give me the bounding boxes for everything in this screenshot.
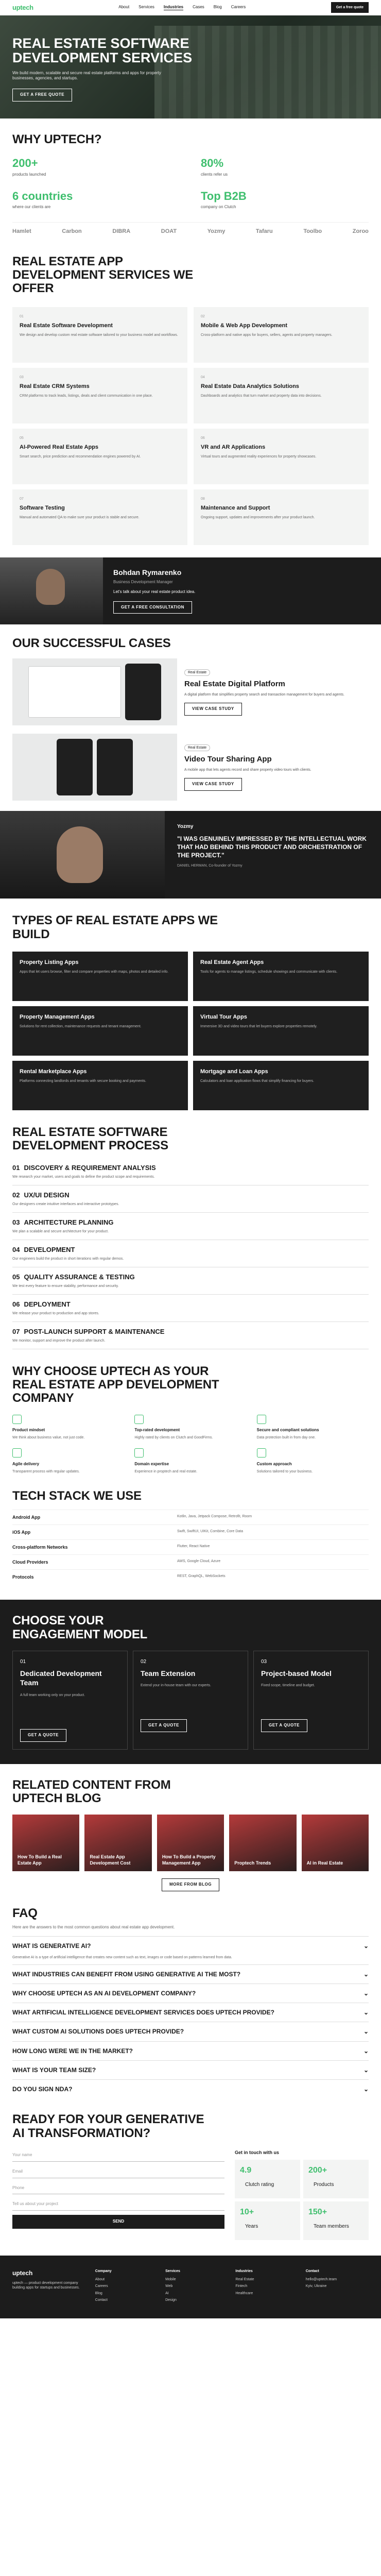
process-step-label: DISCOVERY & REQUIREMENT ANALYSIS <box>24 1163 156 1172</box>
services-section <box>0 241 381 545</box>
process-step-label: UX/UI DESIGN <box>24 1191 70 1199</box>
stack-row <box>12 1569 369 1584</box>
testimonial-author: DANIEL HERMAN, Co-founder of Yozmy <box>177 864 243 868</box>
footer-link[interactable]: About <box>95 2277 105 2281</box>
service-desc: CRM platforms to track leads, listings, deals and client communication in one place. <box>20 394 153 398</box>
app-type-card <box>193 1006 369 1056</box>
faq-answer: Generative AI is a type of artificial intelligence that creates new content such as text, images or code based on patterns learned from data. <box>12 1956 232 1960</box>
stack-items: REST, GraphQL, WebSockets <box>177 1574 226 1579</box>
cases-section <box>0 637 381 801</box>
process-step-number: 05 <box>12 1273 20 1281</box>
stat-item <box>201 189 369 211</box>
header-quote-button[interactable]: Get a free quote <box>331 2 369 13</box>
app-type-card <box>12 1006 188 1056</box>
submit-button[interactable]: SEND <box>12 2215 224 2229</box>
client-logo: Carbon <box>62 228 82 234</box>
app-type-card <box>12 1061 188 1110</box>
case-image <box>12 734 177 801</box>
service-card[interactable] <box>12 307 187 363</box>
process-step-label: DEPLOYMENT <box>24 1300 71 1308</box>
process-title: REAL ESTATE SOFTWARE DEVELOPMENT PROCESS <box>12 1125 168 1153</box>
engagement-card <box>253 1651 369 1750</box>
process-step-desc: Our designers create intuitive interfaces and interactive prototypes. <box>12 1202 119 1207</box>
service-desc: Dashboards and analytics that turn market and property data into decisions. <box>201 394 322 398</box>
service-desc: Smart search, price prediction and recommendation engines powered by AI. <box>20 455 141 459</box>
stack-row <box>12 1554 369 1569</box>
contact-stat <box>303 2160 369 2198</box>
faq-question-text: WHAT CUSTOM AI SOLUTIONS DOES UPTECH PROVIDE? <box>12 2028 184 2036</box>
footer-about: uptech — product development company building apps for startups and businesses. <box>12 2281 80 2290</box>
footer-link[interactable]: Contact <box>95 2298 108 2302</box>
case-screen <box>125 664 161 720</box>
stack-category: Cloud Providers <box>12 1559 48 1565</box>
stat-item <box>201 156 369 178</box>
faq-question[interactable] <box>12 2060 369 2079</box>
case-info <box>184 669 369 716</box>
service-number: 06 <box>201 436 205 440</box>
process-step-title <box>12 1191 369 1200</box>
case-item <box>12 734 369 801</box>
nav-link-blog[interactable]: Blog <box>213 4 222 9</box>
service-title: Maintenance and Support <box>201 505 270 512</box>
stack-items: Flutter, React Native <box>177 1544 210 1548</box>
contact-stat-value: 4.9 <box>240 2166 252 2175</box>
process-step-title <box>12 1273 369 1282</box>
case-study-button[interactable]: VIEW CASE STUDY <box>184 703 242 716</box>
contact-title: READY FOR YOUR GENERATIVE AI TRANSFORMATION? <box>12 2112 204 2140</box>
footer-link[interactable]: Kyiv, Ukraine <box>305 2284 327 2289</box>
app-type-title: Property Listing Apps <box>20 959 79 965</box>
stack-title: TECH STACK WE USE <box>12 1489 142 1503</box>
faq-question-text: WHAT IS YOUR TEAM SIZE? <box>12 2066 96 2074</box>
stat-value: Top B2B <box>201 189 247 202</box>
nav-link-industries[interactable]: Industries <box>164 5 183 11</box>
stat-label: company on Clutch <box>201 205 236 210</box>
reason-icon <box>134 1415 144 1424</box>
faq-section <box>0 1891 381 2098</box>
stack-category: Protocols <box>12 1574 34 1580</box>
contact-section <box>0 2098 381 2256</box>
case-desc: A digital platform that simplifies property search and transaction management for buyers and agents. <box>184 693 344 697</box>
service-number: 05 <box>20 436 24 440</box>
reason-item <box>134 1448 246 1474</box>
contact-stat-value: 150+ <box>308 2208 327 2217</box>
case-tag: Real Estate <box>184 669 210 676</box>
stack-items: Swift, SwiftUI, UIKit, Combine, Core Data <box>177 1529 243 1533</box>
contact-stat <box>235 2160 300 2198</box>
contact-stat-label: Years <box>240 2218 295 2235</box>
types-title: TYPES OF REAL ESTATE APPS WE BUILD <box>12 913 218 941</box>
case-screen <box>57 739 93 795</box>
hero-text: We build modern, scalable and secure real estate platforms and apps for property businesses, agencies, and startups. <box>12 70 161 81</box>
process-step-desc: We release your product to production and app stores. <box>12 1312 99 1316</box>
faq-question-text: DO YOU SIGN NDA? <box>12 2086 73 2093</box>
contact-side-title: Get in touch with us <box>235 2150 279 2156</box>
manager-name: Bohdan Rymarenko <box>113 568 182 577</box>
service-title: Real Estate Software Development <box>20 323 113 329</box>
stack-row <box>12 1510 369 1524</box>
stack-row <box>12 1539 369 1554</box>
engagement-section <box>0 1600 381 1764</box>
app-type-title: Property Management Apps <box>20 1013 95 1020</box>
reason-desc: Solutions tailored to your business. <box>256 1469 313 1473</box>
process-step <box>12 1213 369 1240</box>
engagement-quote-button[interactable]: GET A QUOTE <box>141 1719 187 1732</box>
nav-link-services[interactable]: Services <box>138 4 154 9</box>
service-number: 03 <box>20 375 24 379</box>
process-step-number: 04 <box>12 1245 20 1253</box>
faq-question-text: WHAT INDUSTRIES CAN BENEFIT FROM USING GENERATIVE AI THE MOST? <box>12 1970 241 1978</box>
hero-cta-button[interactable]: GET A FREE QUOTE <box>12 89 72 101</box>
types-section <box>0 899 381 1110</box>
stack-items: Kotlin, Java, Jetpack Compose, Retrofit, Room <box>177 1514 252 1518</box>
footer <box>0 2256 381 2318</box>
chevron-down-icon: ⌄ <box>363 2066 369 2074</box>
chevron-down-icon: ⌄ <box>363 1990 369 1997</box>
stat-item <box>12 156 180 178</box>
faq-question[interactable] <box>12 1964 369 1984</box>
service-desc: Virtual tours and augmented reality experiences for property showcases. <box>201 455 317 459</box>
app-type-card <box>193 1061 369 1110</box>
process-step-title <box>12 1218 369 1227</box>
contact-stat-label: Products <box>308 2176 363 2194</box>
engagement-desc: Fixed scope, timeline and budget. <box>261 1684 315 1688</box>
app-type-desc: Apps that let users browse, filter and compare properties with maps, photos and detailed info. <box>20 970 169 974</box>
chevron-down-icon: ⌄ <box>363 1970 369 1978</box>
client-logo: Zoroo <box>352 228 369 234</box>
service-number: 07 <box>20 497 24 501</box>
service-title: Mobile & Web App Development <box>201 323 288 329</box>
why-title: WHY UPTECH? <box>12 132 102 146</box>
client-logo: Yozmy <box>207 228 226 234</box>
case-item <box>12 658 369 725</box>
app-type-desc: Platforms connecting landlords and tenants with secure booking and payments. <box>20 1079 146 1083</box>
blog-title: RELATED CONTENT FROM UPTECH BLOG <box>12 1777 171 1805</box>
stack-category: Android App <box>12 1514 41 1520</box>
case-desc: A mobile app that lets agents record and share property video tours with clients. <box>184 768 311 772</box>
footer-link[interactable]: AI <box>165 2291 169 2295</box>
blog-post-card[interactable]: Real Estate App Development Cost <box>84 1815 151 1871</box>
footer-link[interactable]: Mobile <box>165 2277 176 2281</box>
contact-stat-label: Team members <box>308 2218 363 2235</box>
reason-title: Product mindset <box>12 1428 45 1433</box>
case-tag: Real Estate <box>184 744 210 751</box>
stat-value: 6 countries <box>12 189 73 202</box>
service-number: 01 <box>20 314 24 318</box>
process-step-label: QUALITY ASSURANCE & TESTING <box>24 1273 135 1281</box>
app-type-title: Real Estate Agent Apps <box>200 959 264 965</box>
form-field[interactable]: Your name <box>12 2149 224 2162</box>
testimonial-brand: Yozmy <box>177 824 194 830</box>
reason-icon <box>12 1448 22 1458</box>
process-step-number: 02 <box>12 1191 20 1199</box>
app-type-desc: Immersive 3D and video tours that let buyers explore properties remotely. <box>200 1024 318 1028</box>
case-info <box>184 744 369 791</box>
case-study-button[interactable]: VIEW CASE STUDY <box>184 778 242 791</box>
blog-section <box>0 1764 381 1892</box>
faq-intro: Here are the answers to the most common questions about real estate app development. <box>12 1924 175 1929</box>
service-title: Real Estate CRM Systems <box>20 383 90 390</box>
tech-stack-section <box>0 1474 381 1600</box>
main-nav <box>118 5 246 11</box>
hero-title: REAL ESTATE SOFTWARE DEVELOPMENT SERVICES <box>12 36 193 66</box>
engagement-quote-button[interactable]: GET A QUOTE <box>20 1729 66 1742</box>
services-title: REAL ESTATE APP DEVELOPMENT SERVICES WE OFFER <box>12 254 194 296</box>
service-card[interactable] <box>194 368 369 423</box>
choose-section <box>0 1349 381 1475</box>
process-step <box>12 1240 369 1267</box>
reason-title: Domain expertise <box>134 1461 169 1466</box>
footer-link[interactable]: hello@uptech.team <box>305 2277 337 2281</box>
footer-link[interactable]: Design <box>165 2298 177 2302</box>
engagement-title: Dedicated Development Team <box>20 1669 102 1687</box>
testimonial <box>0 811 381 899</box>
reason-item <box>257 1448 369 1474</box>
cta-text: Let's talk about your real estate product idea. <box>113 589 196 594</box>
footer-heading: Company <box>95 2269 112 2274</box>
engagement-quote-button[interactable]: GET A QUOTE <box>261 1719 307 1732</box>
service-card[interactable] <box>194 307 369 363</box>
hero-section <box>0 15 381 118</box>
consultation-banner <box>0 557 381 624</box>
process-step-title <box>12 1327 369 1336</box>
blog-post-card[interactable]: How To Build a Property Management App <box>157 1815 224 1871</box>
stack-row <box>12 1524 369 1539</box>
footer-link[interactable]: Real Estate <box>235 2277 254 2281</box>
footer-heading: Industries <box>235 2269 253 2274</box>
contact-stat-label: Clutch rating <box>240 2176 295 2194</box>
process-step-desc: We research your market, users and goals to define the product scope and requirements. <box>12 1175 155 1179</box>
process-step-label: DEVELOPMENT <box>24 1245 75 1253</box>
service-card[interactable] <box>12 368 187 423</box>
app-type-card <box>193 952 369 1001</box>
service-card[interactable] <box>194 429 369 484</box>
client-logo: DIBRA <box>112 228 131 234</box>
faq-question-text: WHAT IS GENERATIVE AI? <box>12 1942 91 1950</box>
stack-category: Cross-platform Networks <box>12 1544 68 1550</box>
contact-stat-value: 200+ <box>308 2166 327 2175</box>
stat-value: 200+ <box>12 157 38 170</box>
reason-item <box>12 1448 124 1474</box>
service-number: 04 <box>201 375 205 379</box>
app-type-title: Virtual Tour Apps <box>200 1013 247 1020</box>
service-desc: We design and develop custom real estate software tailored to your business model and workflows. <box>20 333 178 337</box>
engagement-title: Team Extension <box>141 1669 196 1677</box>
app-type-desc: Solutions for rent collection, maintenance requests and tenant management. <box>20 1024 142 1028</box>
engagement-title: Project-based Model <box>261 1669 332 1677</box>
footer-link[interactable]: Fintech <box>235 2284 248 2289</box>
faq-question-text: WHAT ARTIFICIAL INTELLIGENCE DEVELOPMENT SERVICES DOES UPTECH PROVIDE? <box>12 2009 274 2016</box>
faq-question[interactable] <box>12 1984 369 2003</box>
engagement-number: 01 <box>20 1659 26 1665</box>
reason-desc: Data protection built in from day one. <box>256 1436 316 1440</box>
service-card[interactable] <box>194 489 369 545</box>
app-type-card <box>12 952 188 1001</box>
chevron-down-icon: ⌄ <box>363 1942 369 1950</box>
reason-desc: Transparent process with regular updates. <box>12 1469 80 1473</box>
service-desc: Ongoing support, updates and improvements after your product launch. <box>201 516 315 520</box>
service-title: VR and AR Applications <box>201 444 266 451</box>
faq-question[interactable] <box>12 2079 369 2098</box>
process-step-label: ARCHITECTURE PLANNING <box>24 1218 114 1226</box>
stat-label: products launched <box>12 172 46 177</box>
chevron-down-icon: ⌄ <box>363 2028 369 2036</box>
engagement-desc: A full team working only on your product. <box>20 1693 85 1698</box>
reason-icon <box>134 1448 144 1458</box>
blog-post-card[interactable]: Proptech Trends <box>229 1815 296 1871</box>
footer-heading: Contact <box>305 2269 319 2274</box>
service-number: 02 <box>201 314 205 318</box>
client-logo: Toolbo <box>303 228 322 234</box>
process-step <box>12 1158 369 1185</box>
process-step-label: POST-LAUNCH SUPPORT & MAINTENANCE <box>24 1327 165 1335</box>
footer-heading: Services <box>165 2269 180 2274</box>
process-step <box>12 1267 369 1295</box>
faq-question[interactable] <box>12 2022 369 2041</box>
chevron-down-icon: ⌄ <box>363 2047 369 2055</box>
blog-post-card[interactable]: AI in Real Estate <box>302 1815 369 1871</box>
reason-desc: Experience in proptech and real estate. <box>134 1469 198 1473</box>
footer-column <box>235 2269 298 2304</box>
reason-title: Agile delivery <box>12 1461 40 1466</box>
footer-column <box>95 2269 158 2304</box>
stack-category: iOS App <box>12 1529 31 1535</box>
blog-post-card[interactable]: How To Build a Real Estate App <box>12 1815 79 1871</box>
choose-title: WHY CHOOSE UPTECH AS YOUR REAL ESTATE APP DEVELOPMENT COMPANY <box>12 1364 219 1405</box>
chevron-down-icon: ⌄ <box>363 2009 369 2016</box>
contact-stat-value: 10+ <box>240 2208 254 2217</box>
process-step-title <box>12 1163 369 1173</box>
contact-stat <box>235 2201 300 2240</box>
service-title: AI-Powered Real Estate Apps <box>20 444 99 451</box>
process-step-desc: We plan a scalable and secure architecture for your product. <box>12 1230 109 1234</box>
reason-item <box>12 1415 124 1440</box>
service-desc: Cross-platform and native apps for buyers, sellers, agents and property managers. <box>201 333 333 337</box>
reason-icon <box>257 1448 266 1458</box>
manager-role: Business Development Manager <box>113 580 173 585</box>
engagement-number: 03 <box>261 1659 267 1665</box>
footer-link[interactable]: Web <box>165 2284 173 2289</box>
reason-item <box>134 1415 246 1440</box>
service-desc: Manual and automated QA to make sure your product is stable and secure. <box>20 516 140 520</box>
reason-desc: We think about business value, not just code. <box>12 1436 85 1440</box>
clients-strip <box>12 222 369 241</box>
consultation-button[interactable]: GET A FREE CONSULTATION <box>113 601 192 614</box>
testimonial-quote: "I WAS GENUINELY IMPRESSED BY THE INTELLECTUAL WORK THAT HAD BEHIND THIS PRODUCT AND ORCHESTRATION OF THE PROJECT." <box>177 835 367 859</box>
client-logo: DOAT <box>161 228 177 234</box>
footer-link[interactable]: Healthcare <box>235 2291 253 2295</box>
process-step-number: 01 <box>12 1163 20 1172</box>
form-field[interactable]: Email <box>12 2166 224 2178</box>
service-card[interactable] <box>12 429 187 484</box>
cases-title: OUR SUCCESSFUL CASES <box>12 636 171 650</box>
stat-label: where our clients are <box>12 205 51 210</box>
client-logo: Hamlet <box>12 228 31 234</box>
nav-link-about[interactable]: About <box>118 4 130 9</box>
faq-question[interactable] <box>12 1936 369 1955</box>
case-title: Video Tour Sharing App <box>184 755 272 764</box>
process-step <box>12 1322 369 1349</box>
stat-value: 80% <box>201 157 224 170</box>
app-type-desc: Calculators and loan application flows that simplify financing for buyers. <box>200 1079 315 1083</box>
footer-column <box>165 2269 228 2304</box>
faq-question-text: HOW LONG WERE WE IN THE MARKET? <box>12 2047 133 2055</box>
faq-question[interactable] <box>12 2041 369 2060</box>
engagement-title: CHOOSE YOUR ENGAGEMENT MODEL <box>12 1614 148 1641</box>
engagement-desc: Extend your in-house team with our experts. <box>141 1684 211 1688</box>
case-screen <box>28 666 121 718</box>
service-number: 08 <box>201 497 205 501</box>
process-step <box>12 1185 369 1213</box>
form-field[interactable]: Phone <box>12 2182 224 2195</box>
faq-title: FAQ <box>12 1906 38 1921</box>
process-step-desc: Our engineers build the product in short iterations with regular demos. <box>12 1257 124 1261</box>
app-type-title: Rental Marketplace Apps <box>20 1068 87 1075</box>
nav-link-cases[interactable]: Cases <box>193 4 204 9</box>
footer-link[interactable]: Careers <box>95 2284 108 2289</box>
reason-title: Secure and compliant solutions <box>256 1428 319 1433</box>
chevron-down-icon: ⌄ <box>363 2086 369 2093</box>
more-blog-button[interactable]: MORE FROM BLOG <box>162 1878 219 1891</box>
process-section <box>0 1110 381 1349</box>
reason-icon <box>12 1415 22 1424</box>
process-step-title <box>12 1300 369 1309</box>
case-image <box>12 658 177 725</box>
logo[interactable]: uptech <box>12 3 33 11</box>
app-type-title: Mortgage and Loan Apps <box>200 1068 268 1075</box>
stat-label: clients refer us <box>201 172 228 177</box>
process-step-desc: We monitor, support and improve the product after launch. <box>12 1339 106 1343</box>
engagement-card <box>12 1651 128 1750</box>
why-section <box>0 118 381 241</box>
case-title: Real Estate Digital Platform <box>184 680 285 689</box>
process-step-title <box>12 1245 369 1255</box>
footer-logo: uptech <box>12 2269 33 2277</box>
service-card[interactable] <box>12 489 187 545</box>
footer-column <box>306 2269 369 2304</box>
process-step <box>12 1295 369 1322</box>
nav-link-careers[interactable]: Careers <box>231 4 246 9</box>
manager-photo <box>0 557 103 624</box>
reason-title: Custom approach <box>256 1461 292 1466</box>
process-step-number: 06 <box>12 1300 20 1308</box>
app-type-desc: Tools for agents to manage listings, schedule showings and communicate with clients. <box>200 970 338 974</box>
testimonial-photo <box>0 811 165 899</box>
reason-title: Top-rated development <box>134 1428 180 1433</box>
engagement-card <box>133 1651 248 1750</box>
client-logo: Tafaru <box>255 228 273 234</box>
footer-link[interactable]: Blog <box>95 2291 102 2295</box>
engagement-number: 02 <box>141 1659 147 1665</box>
stat-item <box>12 189 180 211</box>
process-step-number: 03 <box>12 1218 20 1226</box>
service-title: Real Estate Data Analytics Solutions <box>201 383 299 390</box>
case-screen <box>97 739 133 795</box>
faq-question[interactable] <box>12 2003 369 2022</box>
reason-item <box>257 1415 369 1440</box>
process-step-number: 07 <box>12 1327 20 1335</box>
faq-question-text: WHY CHOOSE UPTECH AS AN AI DEVELOPMENT COMPANY? <box>12 1990 196 1997</box>
stack-items: AWS, Google Cloud, Azure <box>177 1559 221 1563</box>
process-step-desc: We test every feature to ensure stability, performance and security. <box>12 1284 119 1289</box>
top-header <box>0 0 381 15</box>
contact-stat <box>303 2201 369 2240</box>
reason-icon <box>257 1415 266 1424</box>
service-title: Software Testing <box>20 505 65 512</box>
reason-desc: Highly rated by clients on Clutch and GoodFirms. <box>134 1436 213 1440</box>
form-field[interactable]: Tell us about your project <box>12 2198 224 2211</box>
